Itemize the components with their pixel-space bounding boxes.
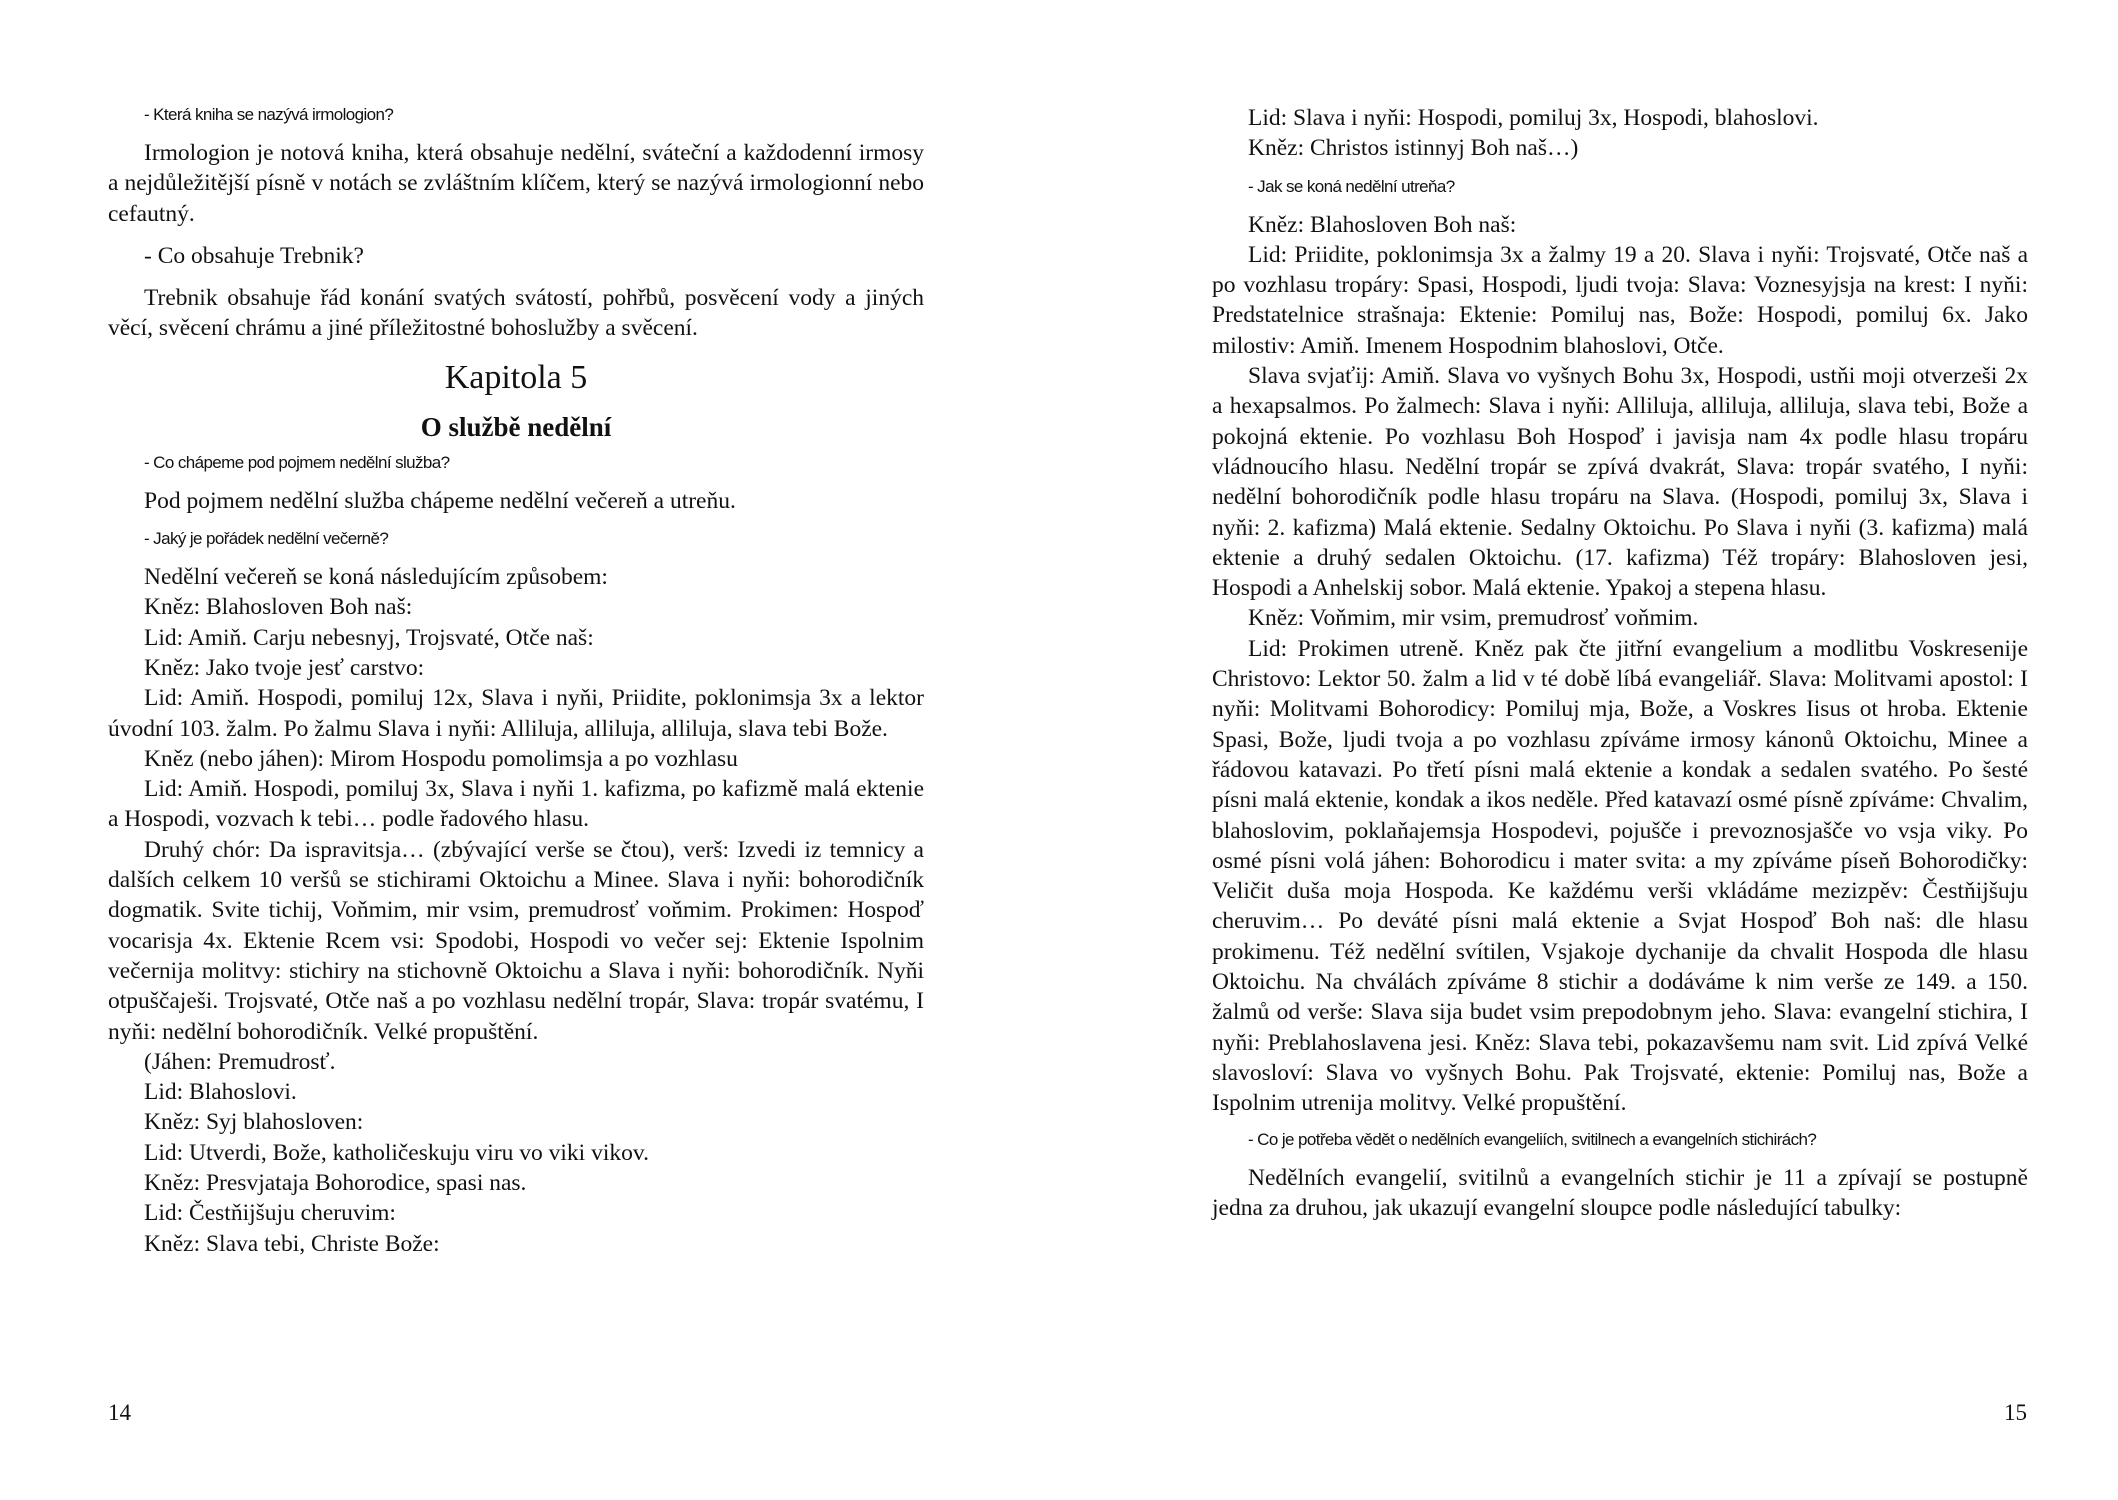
text-line: Lid: Blahoslovi.	[144, 1079, 297, 1106]
paragraph: Pod pojmem nedělní služba chápeme nedělní večereň a utreňu.	[144, 487, 736, 514]
text-line: Kněz: Blahosloven Boh naš:	[144, 594, 413, 621]
question-serif: - Co obsahuje Trebnik?	[144, 242, 364, 269]
text-line: Lid: Utverdi, Bože, katholičeskuju viru vo viki vikov.	[144, 1139, 649, 1166]
text-line: Lid: Amiň. Hospodi, pomiluj 3x, Slava i nyňi 1. kafizma, po kafizmě malá ektenie a Hospodi, vozvach k tebi… podle řadového hlasu.	[108, 776, 924, 833]
page-number: 14	[108, 1400, 131, 1425]
text-line: Kněz: Voňmim, mir vsim, premudrosť voňmim.	[1248, 605, 1699, 632]
text-line: Kněz: Presvjataja Bohorodice, spasi nas.	[144, 1170, 527, 1197]
text-line: Kněz (nebo jáhen): Mirom Hospodu pomolimsja a po vozhlasu	[144, 745, 738, 772]
text-line: Kněz: Christos istinnyj Boh naš…)	[1248, 135, 1579, 162]
text-line: Nedělní večereň se koná následujícím způsobem:	[144, 564, 608, 591]
paragraph: Trebnik obsahuje řád konání svatých svátostí, pohřbů, posvěcení vody a jiných věcí, svěcení chrámu a jiné příležitostné bohoslužby a svěcení.	[108, 285, 924, 342]
question: - Jak se koná nedělní utreňa?	[1248, 176, 1455, 196]
chapter-title: O službě nedělní	[420, 411, 612, 442]
question: - Která kniha se nazývá irmologion?	[144, 105, 394, 124]
text-line: Lid: Čestňijšuju cheruvim:	[144, 1200, 396, 1227]
question: - Co je potřeba vědět o nedělních evangeliích, svitilnech a evangelních stichirách?	[1248, 1129, 1817, 1149]
text-line: (Jáhen: Premudrosť.	[144, 1048, 336, 1075]
paragraph: Irmologion je notová kniha, která obsahuje nedělní, sváteční a každodenní irmosy a nejdůležitější písně v notách se zvláštním klíčem, který se nazývá irmologionní nebo cefautný.	[108, 140, 924, 227]
right-page	[1212, 0, 2028, 1500]
text-line: Lid: Prokimen utreně. Kněz pak čte jitřní evangelium a modlitbu Voskresenije Christovo: Lektor 50. žalm a lid v té době líbá evangeliář. Slava: Molitvami apostol: I nyňi: Molitvami Bohorodicy: Pomiluj mja, Bože, a Voskres Iisus ot hroba. Ektenie Spasi, Bože, ljudi tvoja a po vozhlasu zpíváme irmosy kánonů Oktoichu, Minee a řádovou katavazi. Po třetí písni malá ektenie a kondak a sedalen svatého. Po šesté písni malá ektenie, kondak a ikos neděle. Před katavazí osmé písně zpíváme: Chvalim, blahoslovim, poklaňajemsja Hospodevi, pojušče i prevoznosjašče vo vsja viky. Po osmé písni volá jáhen: Bohorodicu i mater svita: a my zpíváme píseň Bohorodičky: Veličit duša moja Hospoda. Ke každému verši vkládáme mezizpěv: Čestňijšuju cheruvim… Po deváté písni malá ektenie a Svjat Hospoď Boh naš: dle hlasu prokimenu. Též nedělní svítilen, Vsjakoje dychanije da chvalit Hospoda dle hlasu Oktoichu. Na chválách zpíváme 8 stichir a dodáváme k nim verše ze 149. a 150. žalmů od verše: Slava sija budet vsim prepodobnym jeho. Slava: evangelní stichira, I nyňi: Preblahoslavena jesi. Kněz: Slava tebi, pokazavšemu nam svit. Lid zpívá Velké slavosloví: Slava vo vyšnych Bohu. Pak Trojsvaté, ektenie: Pomiluj nas, Bože a Ispolnim utrenija molitvy. Velké propuštění.	[1212, 635, 2028, 1117]
paragraph: Nedělních evangelií, svitilnů a evangelních stichir je 11 a zpívají se postupně jedna za druhou, jak ukazují evangelní sloupce podle následující tabulky:	[1212, 1164, 2028, 1221]
page-number: 15	[2004, 1400, 2027, 1425]
text-line: Kněz: Jako tvoje jesť carstvo:	[144, 654, 425, 681]
left-page	[108, 0, 924, 1500]
text-line: Kněz: Blahosloven Boh naš:	[1248, 211, 1517, 238]
text-line: Druhý chór: Da ispravitsja… (zbývající verše se čtou), verš: Izvedi iz temnicy a dalších celkem 10 veršů se stichirami Oktoichu a Minee. Slava i nyňi: bohorodičník dogmatik. Svite tichij, Voňmim, mir vsim, premudrosť voňmim. Prokimen: Hospoď vocarisja 4x. Ektenie Rcem vsi: Spodobi, Hospodi vo večer sej: Ektenie Ispolnim večernija molitvy: stichiry na stichovně Oktoichu a Slava i nyňi: bohorodičník. Nyňi otpuščaješi. Trojsvaté, Otče naš a po vozhlasu nedělní tropár, Slava: tropár svatému, I nyňi: nedělní bohorodičník. Velké propuštění.	[108, 836, 924, 1045]
chapter-number: Kapitola 5	[444, 358, 588, 396]
question: - Jaký je pořádek nedělní večerně?	[144, 529, 389, 549]
text-line: Lid: Amiň. Carju nebesnyj, Trojsvaté, Otče naš:	[144, 624, 594, 651]
text-line: Lid: Slava i nyňi: Hospodi, pomiluj 3x, Hospodi, blahoslovi.	[1248, 105, 1819, 131]
text-line: Lid: Amiň. Hospodi, pomiluj 12x, Slava i nyňi, Priidite, poklonimsja 3x a lektor úvodní 103. žalm. Po žalmu Slava i nyňi: Alliluja, alliluja, alliluja, slava tebi Bože.	[108, 685, 924, 742]
text-line: Slava svjaťij: Amiň. Slava vo vyšnych Bohu 3x, Hospodi, ustňi moji otverzeši 2x a hexapsalmos. Po žalmech: Slava i nyňi: Alliluja, alliluja, alliluja, slava tebi, Bože a pokojná ektenie. Po vozhlasu Boh Hospoď i javisja nam 4x podle hlasu tropáru vládnoucího hlasu. Nedělní tropár se zpívá dvakrát, Slava: tropár svatého, I nyňi: nedělní bohorodičník podle hlasu tropáru na Slava. (Hospodi, pomiluj 3x, Slava i nyňi: 2. kafizma) Malá ektenie. Sedalny Oktoichu. Po Slava i nyňi (3. kafizma) malá ektenie a druhý sedalen Oktoichu. (17. kafizma) Též tropáry: Blahosloven jesi, Hospodi a Anhelskij sobor. Malá ektenie. Ypakoj a stepena hlasu.	[1212, 363, 2028, 602]
question: - Co chápeme pod pojmem nedělní služba?	[144, 452, 450, 472]
text-line: Lid: Priidite, poklonimsja 3x a žalmy 19 a 20. Slava i nyňi: Trojsvaté, Otče naš a po vozhlasu tropáry: Spasi, Hospodi, ljudi tvoja: Slava: Voznesyjsja na krest: I nyňi: Predstatelnice strašnaja: Ektenie: Pomiluj nas, Bože: Hospodi, pomiluj 6x. Jako milostiv: Amiň. Imenem Hospodnim blahoslovi, Otče.	[1212, 241, 2028, 359]
text-line: Kněz: Syj blahosloven:	[144, 1109, 364, 1136]
text-line: Kněz: Slava tebi, Christe Bože:	[144, 1230, 440, 1257]
